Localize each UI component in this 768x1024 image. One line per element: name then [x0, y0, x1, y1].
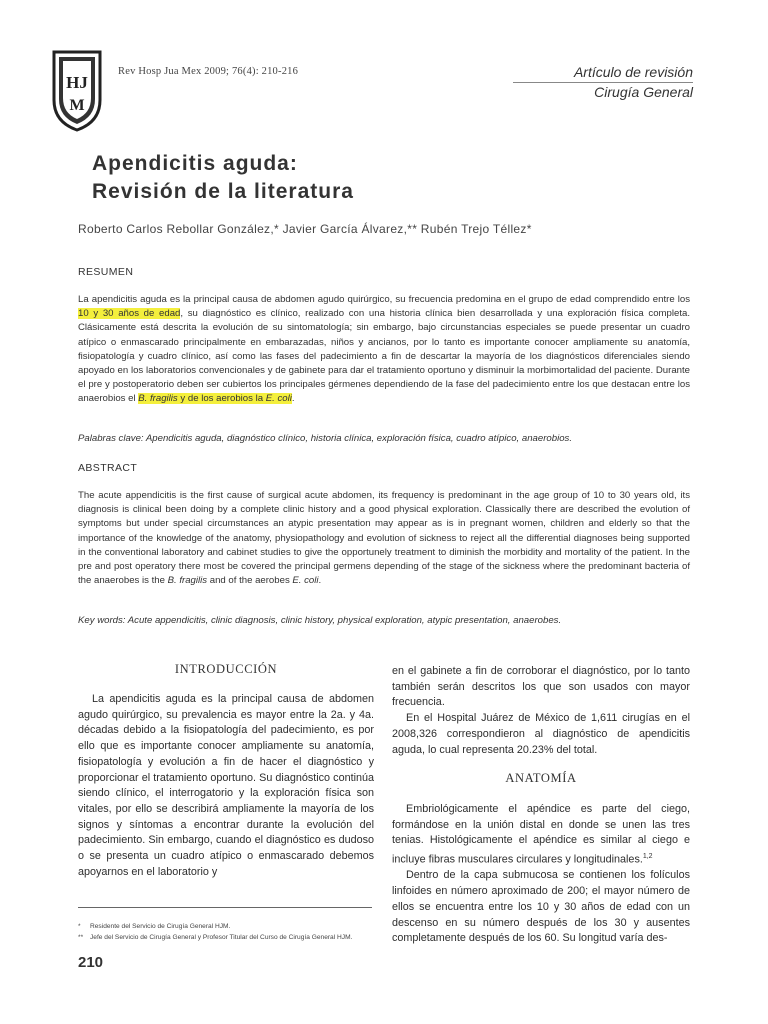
- abstract-text: [78, 489, 690, 588]
- header-rule: [513, 82, 693, 83]
- footnote-1: [78, 921, 378, 932]
- footnote-1-mark: *: [78, 923, 81, 930]
- right-column-top: [392, 664, 690, 758]
- resumen-heading: RESUMEN: [78, 266, 134, 278]
- article-title: [92, 150, 354, 206]
- abstract-e-coli: E. coli: [292, 575, 319, 587]
- citation-ref: 1,2: [642, 853, 653, 861]
- abstract-text-b: and of the aerobes: [207, 575, 293, 587]
- left-column: [78, 692, 374, 880]
- svg-text:HJ: HJ: [66, 73, 88, 92]
- introduccion-heading: INTRODUCCIÓN: [174, 662, 278, 676]
- highlight-aerobes: y de los aerobios la: [177, 393, 266, 405]
- anatomia-heading: ANATOMÍA: [505, 771, 577, 785]
- resumen-text-a: La apendicitis aguda es la principal causa de abdomen agudo quirúrgico, su frecuencia predomina en el grupo de edad comprendido entre los: [78, 294, 690, 305]
- palabras-clave: Palabras clave: Apendicitis aguda, diagnóstico clínico, historia clínica, exploración física, cuadro atípico, anaerobios.: [78, 433, 572, 444]
- anatomia-paragraph-1: [392, 802, 690, 868]
- article-type-line2: Cirugía General: [594, 84, 693, 100]
- right-column-bottom: [392, 802, 690, 947]
- footnote-2: [78, 932, 378, 943]
- key-words: Key words: Acute appendicitis, clinic diagnosis, clinic history, physical exploration, atypic presentation, anaerobes.: [78, 615, 562, 626]
- right-paragraph-1: En el Hospital Juárez de México de 1,611 cirugías en el 2008,326 correspondieron al diagnóstico de apendicitis aguda, lo cual representa 20.23% del total.: [392, 712, 690, 756]
- highlight-e-coli: E. coli: [265, 393, 292, 405]
- title-line2: Revisión de la literatura: [92, 180, 354, 203]
- footnote-2-mark: **: [78, 934, 84, 941]
- svg-text:M: M: [69, 97, 85, 114]
- abstract-text-c: .: [318, 575, 322, 587]
- right-paragraph-0: en el gabinete a fin de corroborar el diagnóstico, por lo tanto también serán descritos los que son usados con mayor frecuencia.: [392, 665, 690, 709]
- article-type-line1: Artículo de revisión: [573, 64, 693, 80]
- page-number: 210: [78, 954, 104, 971]
- footnote-2-text: Jefe del Servicio de Cirugía General y Profesor Titular del Curso de Cirugía General HJM.: [90, 934, 353, 941]
- resumen-text-b: , su diagnóstico es clínico, realizado con una historia clínica bien desarrollada y una exploración física completa. Clásicamente está descrita la evolución de su sintomatología; sin embargo, bajo circunstancias especiales se puede presentar un cuadro atípico o enmascarado principalmente en embarazadas, niños y ancianos, por lo tanto es importante conocer ampliamente su anatomía, fisiopatología y cuadro clínico, así como las fases del padecimiento a fin de descartar la mayoría de los diagnósticos diferenciales siendo apoyado en los laboratorios convencionales y de gabinete para dar el tratamiento oportuno y disminuir la morbimortalidad del paciente. Durante el pre y postoperatorio deben ser cubiertos los principales gérmenes dependiendo de la fase del padecimiento entre los que destacan entre los anaerobios el: [78, 308, 690, 405]
- footnotes: [78, 921, 378, 943]
- abstract-b-fragilis: B. fragilis: [167, 575, 208, 587]
- footnote-rule: [78, 907, 372, 908]
- title-line1: Apendicitis aguda:: [92, 152, 298, 175]
- footnote-1-text: Residente del Servicio de Cirugía General HJM.: [90, 923, 231, 930]
- abstract-heading: ABSTRACT: [78, 462, 138, 474]
- journal-citation: Rev Hosp Jua Mex 2009; 76(4): 210-216: [118, 66, 299, 77]
- anatomia-p1-text: Embriológicamente el apéndice es parte del ciego, formándose en la unión distal en donde se unen las tres tenias. Histológicamente el apéndice es similar al ciego e incluye fibras musculares circulares y longitudinales.: [392, 803, 690, 866]
- highlight-age-range: 10 y 30 años de edad: [78, 308, 181, 320]
- hospital-logo: [50, 48, 104, 132]
- authors: Roberto Carlos Rebollar González,* Javier García Álvarez,** Rubén Trejo Téllez*: [78, 222, 532, 236]
- abstract-text-a: The acute appendicitis is the first cause of surgical acute abdomen, its frequency is predominant in the age group of 10 to 30 years old, its diagnosis is clinical been doing by a complete clinic history and a good physical exploration. Classically there are described the evolution of symptoms but under special circumstances an atypic presentation may appear as is in pregnant women, children and elderly so that the importance of the knowledge of the anatomy, physiopathology and evolution of sickness to reject all the differential diagnoses being supported in the conventional laboratory and cabinet studies to give the opportunely treatment to diminish the morbidity and mortality of the patient. In the pre and post operatory there most be covered the principal germens depending of the stage of the sickness where the predominant bacteria of the anaerobes is the: [78, 490, 690, 587]
- anatomia-paragraph-2: Dentro de la capa submucosa se contienen los folículos linfoides en número aproximado de 200; el mayor número de ellos se encuentra entre los 10 y 30 años de edad con un descenso en su número después de los 30 y ausentes completamente después de los 60. Su longitud varía des-: [392, 869, 690, 945]
- highlight-b-fragilis: B. fragilis: [138, 393, 178, 405]
- intro-paragraph: La apendicitis aguda es la principal causa de abdomen agudo quirúrgico, su prevalencia es mayor entre la 2a. y 4a. décadas debido a la fisiopatología del padecimiento, es por ello que es importante conocer ampliamente su anatomía, fisiopatología y evolución a fin de hacer el diagnóstico y proporcionar el tratamiento oportuno. Su diagnóstico continúa siendo clínico, el interrogatorio y la exploración física son vitales, por ello se describirá ampliamente la mayoría de los signos y síntomas a encontrar durante la evolución del padecimiento. Sin embargo, cuando el diagnóstico es dudoso o se presenta un cuadro atípico o enmascarado debemos apoyarnos en el laboratorio y: [78, 693, 374, 878]
- resumen-text: [78, 293, 690, 407]
- resumen-text-c: .: [291, 393, 295, 405]
